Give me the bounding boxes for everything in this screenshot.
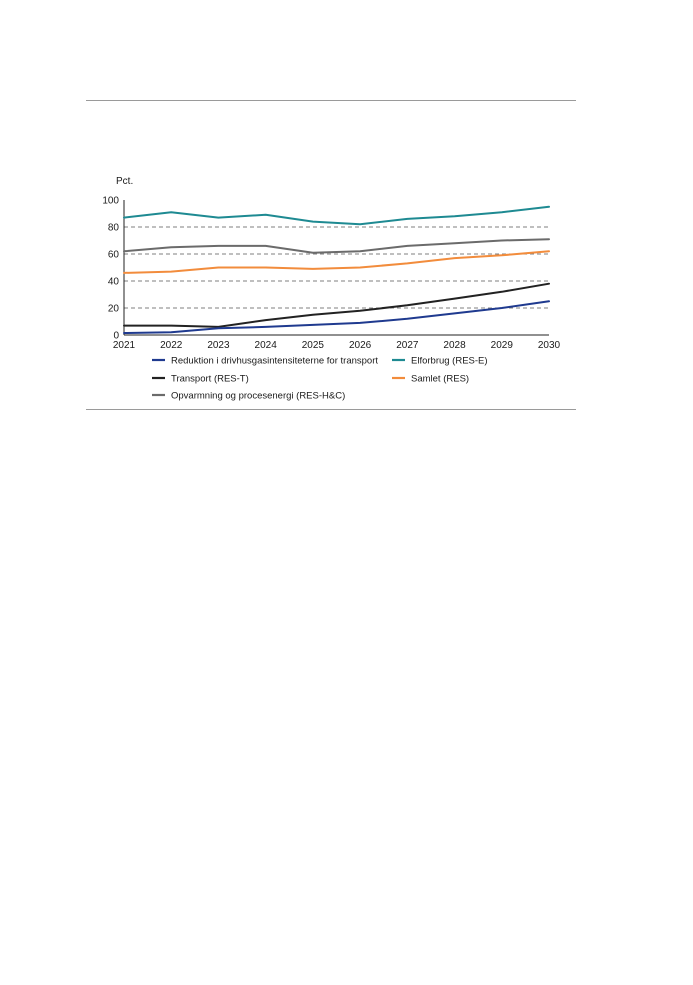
legend-label: Elforbrug (RES-E) <box>411 355 488 367</box>
legend-label: Reduktion i drivhusgasintensiteterne for transport <box>171 355 379 367</box>
x-tick-label: 2022 <box>160 340 183 351</box>
legend-label: Samlet (RES) <box>411 373 470 385</box>
series-line-1 <box>124 207 549 225</box>
x-tick-labels <box>113 340 561 351</box>
y-tick-label: 20 <box>107 303 119 315</box>
legend-label: Transport (RES-T) <box>171 373 249 385</box>
x-tick-label: 2026 <box>348 340 372 351</box>
x-tick-label: 2025 <box>301 340 325 351</box>
y-tick-label: 100 <box>102 195 119 207</box>
y-tick-label: 0 <box>113 330 119 342</box>
x-tick-label: 2023 <box>207 340 230 351</box>
series-line-2 <box>124 284 549 327</box>
x-tick-label: 2021 <box>112 340 136 351</box>
y-tick-label: 60 <box>107 249 119 261</box>
x-tick-label: 2030 <box>537 340 561 351</box>
y-tick-label: 40 <box>107 276 119 288</box>
bottom-divider <box>86 409 576 410</box>
legend-label: Opvarmning og procesenergi (RES-H&C) <box>171 390 346 402</box>
x-tick-label: 2027 <box>396 340 419 351</box>
legend <box>152 356 488 402</box>
x-tick-label: 2029 <box>490 340 513 351</box>
x-tick-label: 2028 <box>443 340 466 351</box>
series-line-0 <box>124 301 549 333</box>
series-line-3 <box>124 251 549 273</box>
series-line-4 <box>124 239 549 253</box>
x-tick-label: 2024 <box>254 340 277 351</box>
y-tick-label: 80 <box>107 222 119 234</box>
y-tick-labels <box>102 196 119 342</box>
y-axis-label: Pct. <box>116 176 134 187</box>
series-lines <box>124 207 549 333</box>
